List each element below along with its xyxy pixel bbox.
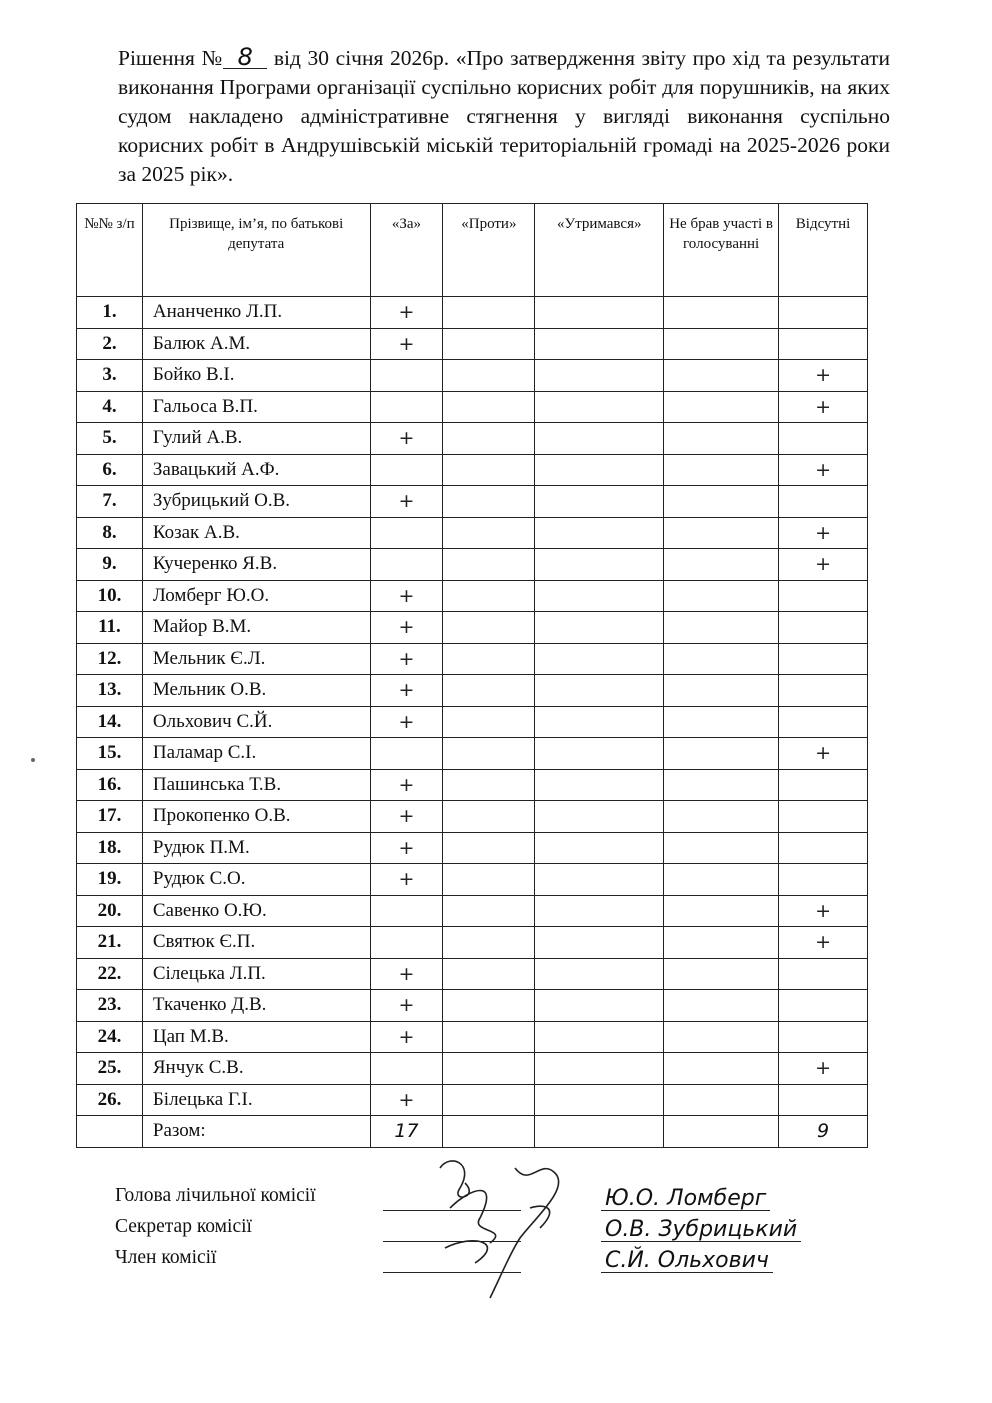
row-number: 23. xyxy=(77,990,143,1022)
vote-for-cell: + xyxy=(370,990,443,1022)
table-row xyxy=(77,864,868,896)
absent-cell xyxy=(779,864,868,896)
vote-abstain-cell xyxy=(535,360,664,392)
not-voted-cell xyxy=(664,454,779,486)
signature-role: Член комісії xyxy=(115,1247,217,1268)
not-voted-cell xyxy=(664,895,779,927)
table-row xyxy=(77,423,868,455)
table-row xyxy=(77,549,868,581)
deputy-name: Ломберг Ю.О. xyxy=(142,580,370,612)
vote-for-cell: + xyxy=(370,801,443,833)
not-voted-cell xyxy=(664,1021,779,1053)
vote-abstain-cell xyxy=(535,580,664,612)
total-abstain xyxy=(535,1116,664,1148)
row-number: 4. xyxy=(77,391,143,423)
vote-against-cell xyxy=(443,360,535,392)
signature-name: Ю.О. Ломберг xyxy=(601,1188,770,1211)
vote-against-cell xyxy=(443,297,535,329)
table-row xyxy=(77,454,868,486)
vote-for-cell: + xyxy=(370,1084,443,1116)
total-absent: 9 xyxy=(779,1116,868,1148)
vote-against-cell xyxy=(443,675,535,707)
signature-role: Секретар комісії xyxy=(115,1216,252,1237)
vote-abstain-cell xyxy=(535,1053,664,1085)
deputy-name: Майор В.М. xyxy=(142,612,370,644)
table-row xyxy=(77,927,868,959)
vote-for-cell xyxy=(370,391,443,423)
row-number: 17. xyxy=(77,801,143,833)
total-for: 17 xyxy=(370,1116,443,1148)
vote-against-cell xyxy=(443,580,535,612)
deputy-name: Мельник О.В. xyxy=(142,675,370,707)
vote-abstain-cell xyxy=(535,895,664,927)
not-voted-cell xyxy=(664,297,779,329)
vote-abstain-cell xyxy=(535,927,664,959)
absent-cell xyxy=(779,990,868,1022)
not-voted-cell xyxy=(664,675,779,707)
absent-cell xyxy=(779,643,868,675)
deputy-name: Прокопенко О.В. xyxy=(142,801,370,833)
not-voted-cell xyxy=(664,990,779,1022)
vote-abstain-cell xyxy=(535,706,664,738)
decision-number: 8 xyxy=(223,46,267,69)
absent-cell xyxy=(779,612,868,644)
vote-abstain-cell xyxy=(535,675,664,707)
row-number: 6. xyxy=(77,454,143,486)
deputy-name: Завацький А.Ф. xyxy=(142,454,370,486)
total-empty-cell xyxy=(77,1116,143,1148)
vote-abstain-cell xyxy=(535,1084,664,1116)
not-voted-cell xyxy=(664,486,779,518)
deputy-name: Рудюк П.М. xyxy=(142,832,370,864)
deputy-name: Білецька Г.І. xyxy=(142,1084,370,1116)
row-number: 22. xyxy=(77,958,143,990)
vote-against-cell xyxy=(443,1084,535,1116)
row-number: 3. xyxy=(77,360,143,392)
col-header-against: «Проти» xyxy=(443,204,535,297)
vote-abstain-cell xyxy=(535,990,664,1022)
table-row xyxy=(77,297,868,329)
vote-for-cell: + xyxy=(370,643,443,675)
absent-cell xyxy=(779,958,868,990)
absent-cell: + xyxy=(779,549,868,581)
row-number: 12. xyxy=(77,643,143,675)
absent-cell xyxy=(779,1084,868,1116)
vote-against-cell xyxy=(443,927,535,959)
absent-cell: + xyxy=(779,454,868,486)
not-voted-cell xyxy=(664,1084,779,1116)
vote-for-cell: + xyxy=(370,297,443,329)
vote-against-cell xyxy=(443,864,535,896)
deputy-name: Святюк Є.П. xyxy=(142,927,370,959)
vote-abstain-cell xyxy=(535,391,664,423)
absent-cell: + xyxy=(779,517,868,549)
row-number: 26. xyxy=(77,1084,143,1116)
signature-name: О.В. Зубрицький xyxy=(601,1219,801,1242)
vote-against-cell xyxy=(443,958,535,990)
vote-for-cell xyxy=(370,549,443,581)
deputy-name: Балюк А.М. xyxy=(142,328,370,360)
absent-cell xyxy=(779,297,868,329)
table-row xyxy=(77,895,868,927)
vote-for-cell: + xyxy=(370,612,443,644)
row-number: 7. xyxy=(77,486,143,518)
not-voted-cell xyxy=(664,328,779,360)
deputy-name: Мельник Є.Л. xyxy=(142,643,370,675)
vote-for-cell: + xyxy=(370,769,443,801)
vote-against-cell xyxy=(443,486,535,518)
table-row xyxy=(77,832,868,864)
absent-cell xyxy=(779,580,868,612)
deputy-name: Ткаченко Д.В. xyxy=(142,990,370,1022)
vote-for-cell: + xyxy=(370,864,443,896)
signature-name: С.Й. Ольхович xyxy=(601,1250,773,1273)
vote-against-cell xyxy=(443,549,535,581)
deputy-name: Янчук С.В. xyxy=(142,1053,370,1085)
vote-for-cell: + xyxy=(370,675,443,707)
vote-abstain-cell xyxy=(535,328,664,360)
vote-against-cell xyxy=(443,328,535,360)
scan-speck xyxy=(31,758,35,762)
vote-for-cell: + xyxy=(370,958,443,990)
absent-cell: + xyxy=(779,738,868,770)
absent-cell xyxy=(779,486,868,518)
table-row xyxy=(77,1021,868,1053)
vote-for-cell xyxy=(370,738,443,770)
not-voted-cell xyxy=(664,391,779,423)
vote-for-cell xyxy=(370,517,443,549)
table-row xyxy=(77,1053,868,1085)
absent-cell xyxy=(779,769,868,801)
table-row xyxy=(77,706,868,738)
row-number: 13. xyxy=(77,675,143,707)
not-voted-cell xyxy=(664,643,779,675)
vote-abstain-cell xyxy=(535,1021,664,1053)
vote-abstain-cell xyxy=(535,423,664,455)
absent-cell xyxy=(779,801,868,833)
not-voted-cell xyxy=(664,801,779,833)
not-voted-cell xyxy=(664,517,779,549)
deputy-name: Зубрицький О.В. xyxy=(142,486,370,518)
row-number: 16. xyxy=(77,769,143,801)
vote-abstain-cell xyxy=(535,454,664,486)
deputy-name: Козак А.В. xyxy=(142,517,370,549)
deputy-name: Рудюк С.О. xyxy=(142,864,370,896)
absent-cell: + xyxy=(779,391,868,423)
table-row xyxy=(77,769,868,801)
vote-for-cell xyxy=(370,927,443,959)
row-number: 18. xyxy=(77,832,143,864)
row-number: 8. xyxy=(77,517,143,549)
vote-abstain-cell xyxy=(535,958,664,990)
absent-cell xyxy=(779,706,868,738)
not-voted-cell xyxy=(664,958,779,990)
deputy-name: Бойко В.І. xyxy=(142,360,370,392)
vote-for-cell: + xyxy=(370,1021,443,1053)
table-row xyxy=(77,643,868,675)
row-number: 24. xyxy=(77,1021,143,1053)
absent-cell xyxy=(779,1021,868,1053)
vote-abstain-cell xyxy=(535,612,664,644)
vote-against-cell xyxy=(443,769,535,801)
vote-abstain-cell xyxy=(535,832,664,864)
col-header-abstain: «Утримався» xyxy=(535,204,664,297)
row-number: 15. xyxy=(77,738,143,770)
deputy-name: Ольхович С.Й. xyxy=(142,706,370,738)
vote-for-cell: + xyxy=(370,328,443,360)
absent-cell: + xyxy=(779,360,868,392)
deputy-name: Паламар С.І. xyxy=(142,738,370,770)
vote-against-cell xyxy=(443,423,535,455)
header-row xyxy=(77,204,868,297)
absent-cell xyxy=(779,423,868,455)
not-voted-cell xyxy=(664,612,779,644)
vote-for-cell xyxy=(370,1053,443,1085)
vote-against-cell xyxy=(443,738,535,770)
absent-cell xyxy=(779,675,868,707)
not-voted-cell xyxy=(664,769,779,801)
row-number: 1. xyxy=(77,297,143,329)
handwritten-signatures xyxy=(420,1148,590,1308)
vote-abstain-cell xyxy=(535,549,664,581)
absent-cell xyxy=(779,328,868,360)
total-row xyxy=(77,1116,868,1148)
vote-against-cell xyxy=(443,517,535,549)
not-voted-cell xyxy=(664,1053,779,1085)
decision-heading xyxy=(118,44,890,189)
vote-abstain-cell xyxy=(535,738,664,770)
col-header-not-voted: Не брав участі в голосуванні xyxy=(664,204,779,297)
deputy-name: Ананченко Л.П. xyxy=(142,297,370,329)
row-number: 19. xyxy=(77,864,143,896)
not-voted-cell xyxy=(664,864,779,896)
absent-cell xyxy=(779,832,868,864)
vote-abstain-cell xyxy=(535,297,664,329)
table-row xyxy=(77,517,868,549)
vote-abstain-cell xyxy=(535,517,664,549)
absent-cell: + xyxy=(779,927,868,959)
heading-prefix: Рішення № xyxy=(118,46,224,70)
col-header-name: Прізвище, ім’я, по батькові депутата xyxy=(142,204,370,297)
deputy-name: Сілецька Л.П. xyxy=(142,958,370,990)
not-voted-cell xyxy=(664,706,779,738)
not-voted-cell xyxy=(664,360,779,392)
row-number: 20. xyxy=(77,895,143,927)
not-voted-cell xyxy=(664,927,779,959)
signature-role: Голова лічильної комісії xyxy=(115,1185,316,1206)
vote-against-cell xyxy=(443,391,535,423)
vote-against-cell xyxy=(443,706,535,738)
vote-against-cell xyxy=(443,990,535,1022)
table-row xyxy=(77,738,868,770)
deputy-name: Пашинська Т.В. xyxy=(142,769,370,801)
vote-for-cell: + xyxy=(370,580,443,612)
vote-abstain-cell xyxy=(535,864,664,896)
col-header-num: №№ з/п xyxy=(77,204,143,297)
vote-for-cell: + xyxy=(370,706,443,738)
row-number: 11. xyxy=(77,612,143,644)
table-row xyxy=(77,958,868,990)
table-row xyxy=(77,360,868,392)
deputy-name: Гальоса В.П. xyxy=(142,391,370,423)
vote-against-cell xyxy=(443,612,535,644)
deputy-name: Кучеренко Я.В. xyxy=(142,549,370,581)
table-row xyxy=(77,990,868,1022)
not-voted-cell xyxy=(664,423,779,455)
vote-for-cell xyxy=(370,895,443,927)
vote-against-cell xyxy=(443,895,535,927)
table-row xyxy=(77,801,868,833)
row-number: 10. xyxy=(77,580,143,612)
vote-abstain-cell xyxy=(535,486,664,518)
vote-against-cell xyxy=(443,1021,535,1053)
vote-abstain-cell xyxy=(535,769,664,801)
total-label: Разом: xyxy=(142,1116,370,1148)
total-not-voted xyxy=(664,1116,779,1148)
voting-table xyxy=(76,203,868,1148)
vote-abstain-cell xyxy=(535,801,664,833)
table-row xyxy=(77,1084,868,1116)
row-number: 25. xyxy=(77,1053,143,1085)
vote-against-cell xyxy=(443,454,535,486)
not-voted-cell xyxy=(664,549,779,581)
vote-against-cell xyxy=(443,643,535,675)
absent-cell: + xyxy=(779,1053,868,1085)
row-number: 9. xyxy=(77,549,143,581)
vote-for-cell xyxy=(370,360,443,392)
vote-abstain-cell xyxy=(535,643,664,675)
row-number: 5. xyxy=(77,423,143,455)
heading-text: від 30 січня 2026р. «Про затвердження звіту про хід та результати виконання Програми організації суспільно корисних робіт для порушників, на яких судом накладено адміністративне стягнення у вигляді виконання суспільно корисних робіт в Андрушівській міській територіальній громаді на 2025-2026 роки за 2025 рік». xyxy=(118,46,890,186)
vote-against-cell xyxy=(443,801,535,833)
not-voted-cell xyxy=(664,580,779,612)
table-row xyxy=(77,580,868,612)
deputy-name: Савенко О.Ю. xyxy=(142,895,370,927)
absent-cell: + xyxy=(779,895,868,927)
not-voted-cell xyxy=(664,738,779,770)
col-header-absent: Відсутні xyxy=(779,204,868,297)
vote-for-cell xyxy=(370,454,443,486)
deputy-name: Гулий А.В. xyxy=(142,423,370,455)
table-row xyxy=(77,328,868,360)
table-row xyxy=(77,391,868,423)
vote-for-cell: + xyxy=(370,486,443,518)
total-against xyxy=(443,1116,535,1148)
row-number: 21. xyxy=(77,927,143,959)
vote-against-cell xyxy=(443,832,535,864)
row-number: 2. xyxy=(77,328,143,360)
col-header-for: «За» xyxy=(370,204,443,297)
vote-against-cell xyxy=(443,1053,535,1085)
deputy-name: Цап М.В. xyxy=(142,1021,370,1053)
vote-for-cell: + xyxy=(370,832,443,864)
table-row xyxy=(77,486,868,518)
row-number: 14. xyxy=(77,706,143,738)
table-row xyxy=(77,675,868,707)
vote-for-cell: + xyxy=(370,423,443,455)
table-row xyxy=(77,612,868,644)
not-voted-cell xyxy=(664,832,779,864)
